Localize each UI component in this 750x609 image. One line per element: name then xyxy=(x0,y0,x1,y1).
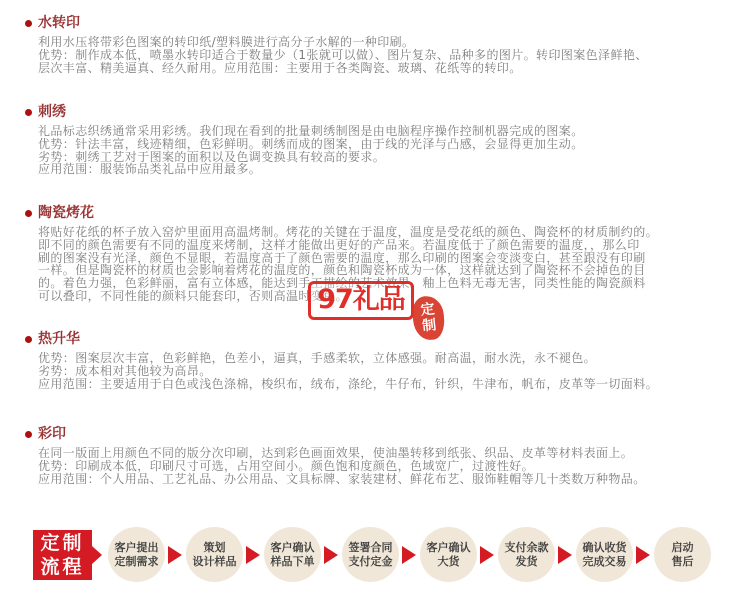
bullet-icon xyxy=(25,20,32,27)
bullet-icon xyxy=(25,109,32,116)
section-title: 热升华 xyxy=(38,331,80,347)
body-line: 层次丰富、精美逼真、经久耐用。应用范围：主要用于各类陶瓷、玻璃、花纸等的转印。 xyxy=(38,60,522,75)
body-line: 刷的图案没有光泽，颜色不显眼，若温度高于了颜色需要的温度，那么印刷的图案会变淡变白，甚至跟没有印刷 xyxy=(38,250,646,265)
flow-step-4 xyxy=(342,527,399,582)
bullet-icon xyxy=(25,336,32,343)
body-line: 劣势：刺绣工艺对于图案的面积以及色调变换具有较高的要求。 xyxy=(38,149,386,164)
body-line: 优势：印刷成本低，印刷尺寸可选，占用空间小。颜色饱和度颜色，色域宽广，过渡性好。 xyxy=(38,458,535,473)
step-line: 支付定金 xyxy=(348,554,393,568)
flow-step-7 xyxy=(576,527,633,582)
arrow-right-icon xyxy=(324,546,338,564)
body-line: 一样。但是陶瓷杯的材质也会影响着烤花的温度的，颜色和陶瓷杯成为一体，这样就达到了陶瓷杯不会掉色的目 xyxy=(38,263,646,278)
flow-step-3 xyxy=(264,527,321,582)
arrow-right-icon xyxy=(402,546,416,564)
arrow-right-icon xyxy=(168,546,182,564)
step-line: 完成交易 xyxy=(582,554,627,568)
section-body xyxy=(38,125,733,176)
bullet-icon xyxy=(25,431,32,438)
step-line: 启动 xyxy=(671,540,694,554)
body-line: 劣势：成本相对其他较为高昂。 xyxy=(38,363,212,378)
section-embroidery xyxy=(0,105,750,176)
section-thermal-sublimation xyxy=(0,332,750,390)
flow-title-badge xyxy=(33,530,92,580)
step-line: 客户确认 xyxy=(270,540,315,554)
section-body xyxy=(38,36,733,74)
flow-step-2 xyxy=(186,527,243,582)
arrow-right-icon xyxy=(480,546,494,564)
body-line: 利用水压将带彩色图案的转印纸/塑料膜进行高分子水解的一种印刷。 xyxy=(38,35,415,49)
bullet-icon xyxy=(25,210,32,217)
section-body xyxy=(38,352,733,390)
body-line: 优势：制作成本低，喷墨水转印适合于数量少（1张就可以做）、图片复杂、品种多的图片。转印图案色泽鲜艳、 xyxy=(38,47,648,62)
body-line: 礼品标志织绣通常采用彩绣。我们现在看到的批量刺绣制图是由电脑程序操作控制机器完成的图案。 xyxy=(38,124,584,138)
seal-char-top: 定 xyxy=(419,301,436,319)
step-line: 确认收货 xyxy=(582,540,627,554)
step-line: 客户提出 xyxy=(114,540,159,554)
step-line: 策划 xyxy=(203,540,226,554)
section-title: 彩印 xyxy=(38,426,66,442)
body-line: 优势：图案层次丰富，色彩鲜艳，色差小，逼真，手感柔软，立体感强。耐高温，耐水洗，永不褪色。 xyxy=(38,351,597,365)
arrow-right-icon xyxy=(636,546,650,564)
arrow-right-icon xyxy=(558,546,572,564)
section-water-transfer xyxy=(0,16,750,74)
section-color-printing xyxy=(0,427,750,485)
flow-step-5 xyxy=(420,527,477,582)
section-title: 刺绣 xyxy=(38,104,66,120)
flow-step-6 xyxy=(498,527,555,582)
body-line: 应用范围：个人用品、工艺礼品、办公用品、文具标牌、家装建材、鲜花布艺、服饰鞋帽等几十类数万种物品。 xyxy=(38,471,646,486)
flow-step-1 xyxy=(108,527,165,582)
arrow-right-icon xyxy=(246,546,260,564)
section-title: 陶瓷烤花 xyxy=(38,205,94,221)
step-line: 样品下单 xyxy=(270,554,315,568)
body-line: 在同一版面上用颜色不同的版分次印刷，达到彩色画面效果，使油墨转移到纸张、织品、皮革等材料表面上。 xyxy=(38,446,634,460)
body-line: 应用范围：服装饰品类礼品中应用最多。 xyxy=(38,162,262,177)
step-line: 售后 xyxy=(671,554,694,568)
flow-title-line2: 流程 xyxy=(40,556,85,578)
flow-label-arrow-icon xyxy=(92,546,102,564)
body-line: 优势：针法丰富，线迹精细，色彩鲜明。刺绣而成的图案，由于线的光泽与凸感，会显得更加生动。 xyxy=(38,136,584,151)
body-line: 即不同的颜色需要有不同的温度来烤制，这样才能做出更好的产品来。若温度低于了颜色需要的温度，，那么印 xyxy=(38,237,640,252)
body-line: 的。着色力强，色彩鲜丽，富有立体感，能达到手工描绘的艺术效果。釉上色料无毒无害，同类性能的陶瓷颜料 xyxy=(38,276,646,291)
body-line: 可以叠印，不同性能的颜料只能套印，否则高温时变色。 xyxy=(38,288,349,303)
step-line: 签署合同 xyxy=(348,540,393,554)
seal-char-bottom: 制 xyxy=(421,317,438,335)
watermark-logo: 97礼品 xyxy=(308,281,414,320)
step-line: 设计样品 xyxy=(192,554,237,568)
flow-step-8 xyxy=(654,527,711,582)
step-line: 支付余款 xyxy=(504,540,549,554)
step-line: 发货 xyxy=(515,554,538,568)
flow-title-line1: 定制 xyxy=(40,532,85,554)
step-line: 大货 xyxy=(437,554,460,568)
section-title: 水转印 xyxy=(38,15,80,31)
body-line: 应用范围：主要适用于白色或浅色涤棉，梭织布，绒布，涤纶，牛仔布，针织，牛津布，帆布，皮革等一切面料。 xyxy=(38,376,659,391)
section-body xyxy=(38,447,733,485)
step-line: 客户确认 xyxy=(426,540,471,554)
body-line: 将贴好花纸的杯子放入窑炉里面用高温烤制。烤花的关键在于温度，温度是受花纸的颜色、陶瓷杯的材质制约的。 xyxy=(38,225,659,239)
step-line: 定制需求 xyxy=(114,554,159,568)
